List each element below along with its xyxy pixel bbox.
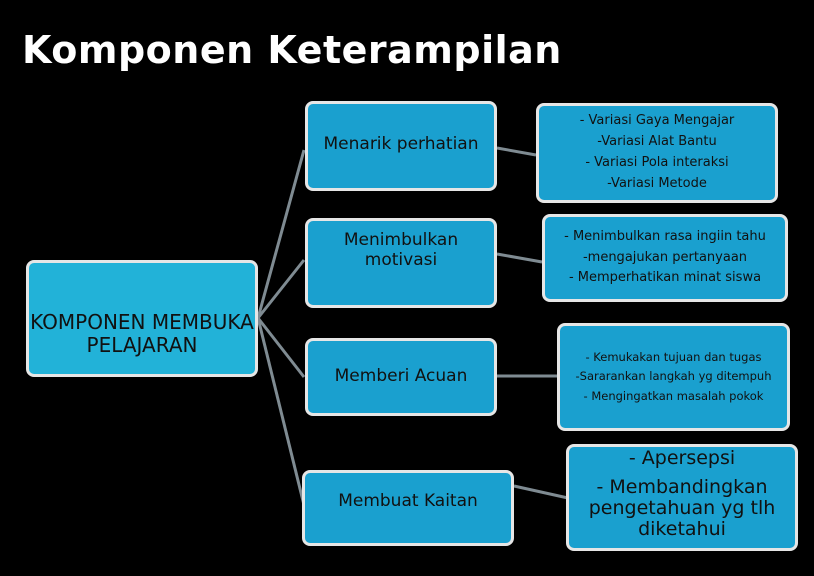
- detail-item: -mengajukan pertanyaan: [582, 249, 748, 265]
- component-label: Menimbulkan motivasi: [343, 230, 459, 270]
- root-label: KOMPONEN MEMBUKA PELAJARAN: [30, 309, 254, 357]
- detail-item: - Kemukakan tujuan dan tugas: [585, 349, 762, 364]
- detail-node-1: [536, 103, 778, 203]
- detail-item: - Memperhatikan minat siswa: [568, 270, 762, 286]
- component-node-4: [302, 470, 514, 546]
- detail-item: - Mengingatkan masalah pokok: [583, 388, 764, 403]
- detail-item: -Variasi Metode: [607, 175, 707, 191]
- detail-item: - Menimbulkan rasa ingiin tahu: [564, 228, 766, 244]
- component-node-1: [305, 101, 497, 191]
- component-node-3: [305, 338, 497, 416]
- component-label: Membuat Kaitan: [338, 491, 478, 512]
- detail-node-4: [566, 444, 798, 551]
- detail-item: - Variasi Pola interaksi: [585, 155, 729, 170]
- detail-item: - Variasi Gaya Mengajar: [579, 113, 735, 129]
- root-node: [26, 260, 258, 377]
- component-label: Memberi Acuan: [334, 366, 468, 387]
- detail-node-2: [542, 214, 788, 302]
- component-label: Menarik perhatian: [323, 134, 479, 155]
- detail-node-3: [557, 323, 790, 431]
- page-title: Komponen Keterampilan: [22, 28, 562, 72]
- detail-item: - Membandingkan pengetahuan yg tlh diketahui: [588, 475, 776, 540]
- connector-detail-4: [514, 486, 568, 498]
- connector-root-1: [258, 150, 304, 318]
- detail-item: -Sararankan langkah yg ditempuh: [575, 369, 772, 384]
- connector-detail-1: [497, 148, 536, 155]
- connector-detail-2: [497, 254, 542, 262]
- detail-item: -Variasi Alat Bantu: [597, 134, 717, 150]
- component-node-2: [305, 218, 497, 308]
- detail-item: - Apersepsi: [628, 447, 736, 469]
